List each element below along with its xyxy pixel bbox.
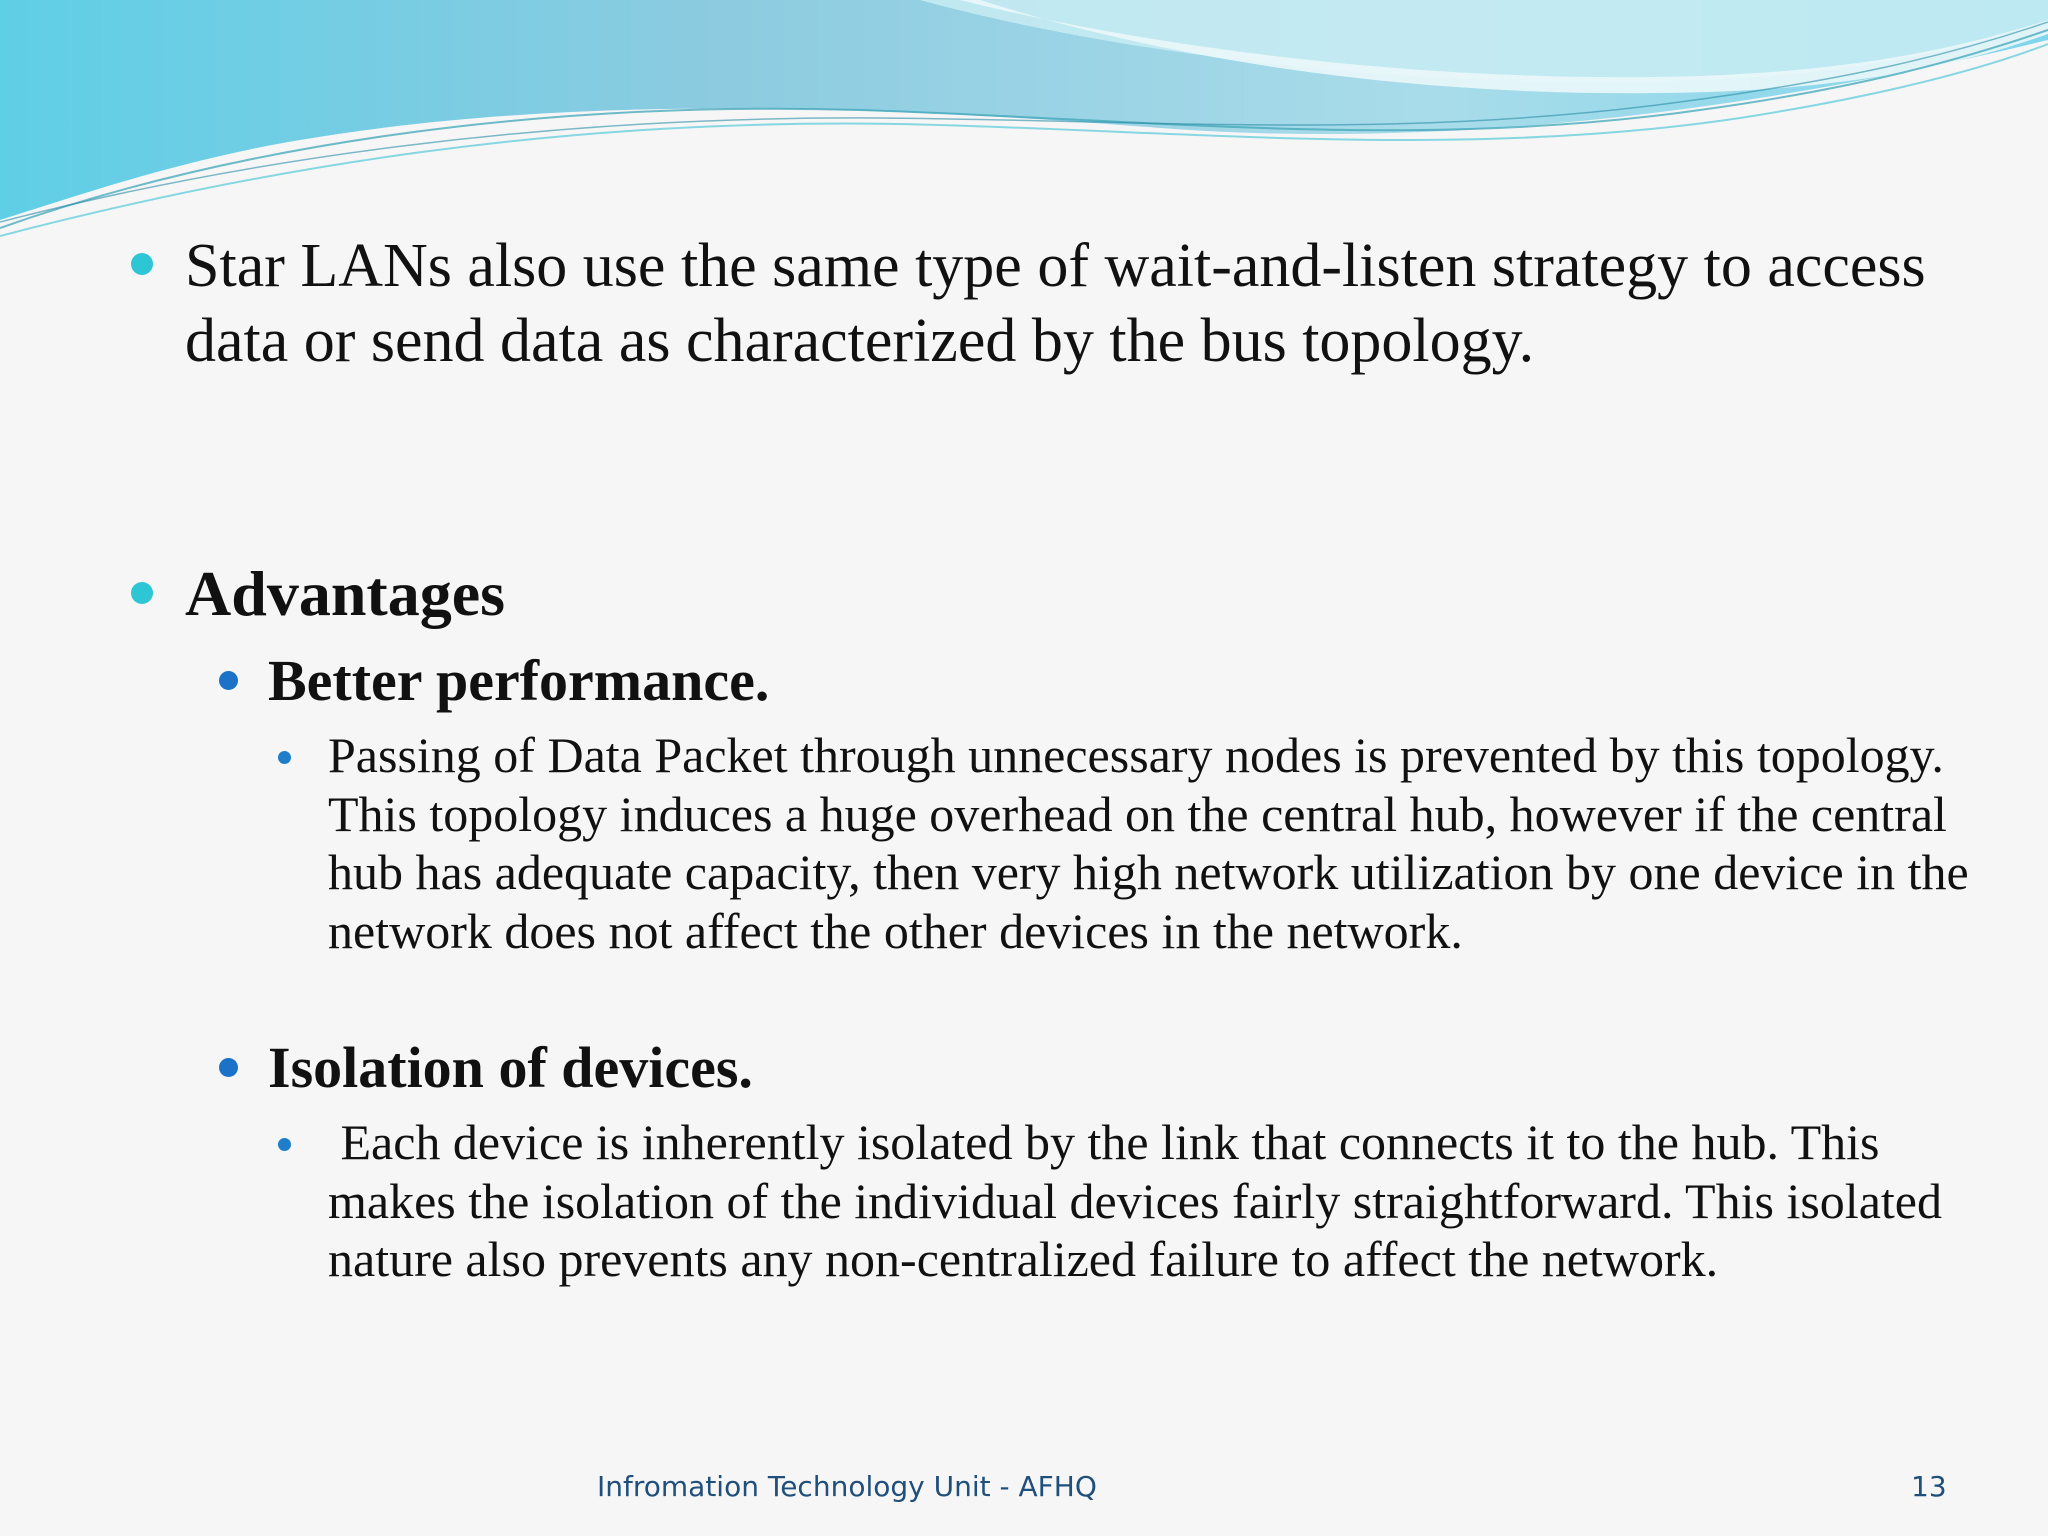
advantages-heading: Advantages: [185, 558, 506, 629]
subitem-title-isolation-of-devices: Isolation of devices.: [268, 1035, 753, 1100]
detail-bullet-marker: [278, 1138, 291, 1151]
bullet-marker: [131, 582, 153, 604]
subitem-title-better-performance: Better performance.: [268, 648, 770, 713]
bullet-text-star-lans: Star LANs also use the same type of wait-and-listen strategy to access data or send data as characterized by the bus topology.: [185, 232, 1926, 375]
bullet-marker: [131, 253, 153, 275]
detail-text-isolation-of-devices: Each device is inherently isolated by the link that connects it to the hub. This makes the isolation of the individual devices fairly straightforward. This isolated nature also prevents any non-centralized failure to affect the network.: [328, 1114, 1955, 1287]
sub-bullet-marker: [219, 1058, 238, 1077]
sub-bullet-marker: [219, 671, 238, 690]
detail-bullet-marker: [278, 751, 291, 764]
footer-page-number: 13: [1911, 1470, 1947, 1503]
detail-text-better-performance: Passing of Data Packet through unnecessary nodes is prevented by this topology. This topology induces a huge overhead on the central hub, however if the central hub has adequate capacity, then very high network utilization by one device in the network does not affect the other devices in the network.: [328, 727, 1969, 959]
footer-organization: Infromation Technology Unit - AFHQ: [597, 1470, 1097, 1503]
